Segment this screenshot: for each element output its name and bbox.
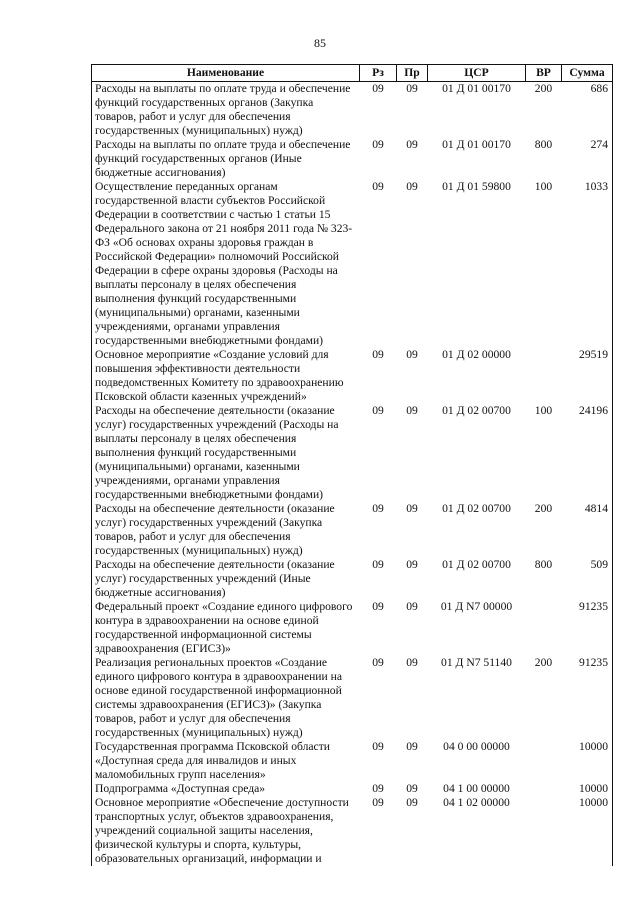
row-rz: 09 xyxy=(372,348,384,361)
table-row xyxy=(92,796,613,866)
row-rz: 09 xyxy=(372,82,384,95)
row-rz: 09 xyxy=(372,740,384,753)
table-row xyxy=(92,138,613,180)
row-sum: 24196 xyxy=(562,404,613,502)
row-csr: 01 Д 02 00000 xyxy=(442,348,511,361)
row-name: Осуществление переданных органам государственной власти субъектов Российской Федерации в соответствии с частью 1 статьи 15 Федерального закона от 21 ноября 2011 года № 323-ФЗ «Об основах охраны здоровья граждан в Российской Федерации» полномочий Российской Федерации в сфере охраны здоровья (Расходы на выплаты персоналу в целях обеспечения выполнения функций государственными (муниципальными) органами, казенными учреждениями, органами управления государственными внебюджетными фондами) xyxy=(92,180,360,348)
page-number: 85 xyxy=(314,36,326,50)
row-rz: 09 xyxy=(372,656,384,669)
row-vr xyxy=(526,782,562,796)
row-name: Федеральный проект «Создание единого цифрового контура в здравоохранении на основе единой государственной информационной системы здравоохранения (ЕГИСЗ)» xyxy=(92,600,360,656)
budget-table xyxy=(91,64,613,866)
row-sum: 10000 xyxy=(562,740,613,782)
row-pr: 09 xyxy=(406,404,418,417)
row-sum: 91235 xyxy=(562,600,613,656)
header-csr: ЦСР xyxy=(428,65,526,82)
table-body xyxy=(92,82,613,867)
header-rz: Рз xyxy=(360,65,397,82)
table-row xyxy=(92,502,613,558)
row-pr: 09 xyxy=(406,82,418,95)
row-vr xyxy=(526,796,562,866)
row-sum: 10000 xyxy=(562,796,613,866)
row-csr: 01 Д N7 00000 xyxy=(440,600,513,613)
row-vr: 800 xyxy=(534,138,553,151)
row-name: Расходы на выплаты по оплате труда и обеспечение функций государственных органов (Закупка товаров, работ и услуг для обеспечения государственных (муниципальных) нужд) xyxy=(92,82,360,139)
row-sum: 1033 xyxy=(562,180,613,348)
row-vr: 200 xyxy=(534,656,553,669)
row-name: Основное мероприятие «Создание условий для повышения эффективности деятельности подведомственных Комитету по здравоохранению Псковской области казенных учреждений» xyxy=(92,348,360,404)
row-rz: 09 xyxy=(372,404,384,417)
row-rz: 09 xyxy=(372,558,384,571)
row-csr: 04 1 00 00000 xyxy=(443,782,510,795)
row-name: Основное мероприятие «Обеспечение доступности транспортных услуг, объектов здравоохранения, учреждений социальной защиты населения, физической культуры и спорта, культуры, образовательных организаций, информации и xyxy=(92,796,360,866)
table-row xyxy=(92,782,613,796)
table-row xyxy=(92,404,613,502)
row-name: Подпрограмма «Доступная среда» xyxy=(92,782,360,796)
row-vr: 800 xyxy=(534,558,553,571)
row-pr: 09 xyxy=(406,782,418,795)
row-rz: 09 xyxy=(372,600,384,613)
row-sum: 274 xyxy=(562,138,613,180)
row-vr: 200 xyxy=(534,82,553,95)
table-row xyxy=(92,180,613,348)
row-sum: 91235 xyxy=(562,656,613,740)
row-pr: 09 xyxy=(406,348,418,361)
row-rz: 09 xyxy=(372,796,384,809)
row-csr: 01 Д 02 00700 xyxy=(442,558,511,571)
row-pr: 09 xyxy=(406,502,418,515)
row-rz: 09 xyxy=(372,502,384,515)
row-pr: 09 xyxy=(406,180,418,193)
row-vr xyxy=(526,348,562,404)
row-name: Государственная программа Псковской области «Доступная среда для инвалидов и иных маломобильных групп населения» xyxy=(92,740,360,782)
table-row xyxy=(92,82,613,139)
table-row xyxy=(92,740,613,782)
row-sum: 4814 xyxy=(562,502,613,558)
row-csr: 01 Д 02 00700 xyxy=(442,404,511,417)
row-pr: 09 xyxy=(406,138,418,151)
row-vr: 200 xyxy=(534,502,553,515)
table-row xyxy=(92,600,613,656)
row-sum: 29519 xyxy=(562,348,613,404)
row-sum: 509 xyxy=(562,558,613,600)
row-pr: 09 xyxy=(406,740,418,753)
row-vr xyxy=(526,740,562,782)
header-sum: Сумма xyxy=(562,65,613,82)
table-row xyxy=(92,656,613,740)
row-name: Расходы на обеспечение деятельности (оказание услуг) государственных учреждений (Иные бюджетные ассигнования) xyxy=(92,558,360,600)
row-pr: 09 xyxy=(406,558,418,571)
row-csr: 01 Д 02 00700 xyxy=(442,502,511,515)
row-name: Расходы на обеспечение деятельности (оказание услуг) государственных учреждений (Расходы на выплаты персоналу в целях обеспечения выполнения функций государственными (муниципальными) органами, казенными учреждениями, органами управления государственными внебюджетными фондами) xyxy=(92,404,360,502)
row-csr: 01 Д 01 00170 xyxy=(442,82,511,95)
row-pr: 09 xyxy=(406,656,418,669)
row-sum: 10000 xyxy=(562,782,613,796)
table-header-row xyxy=(92,65,613,82)
row-csr: 04 0 00 00000 xyxy=(443,740,510,753)
header-name: Наименование xyxy=(92,65,360,82)
row-vr: 100 xyxy=(534,404,553,417)
row-pr: 09 xyxy=(406,600,418,613)
row-csr: 01 Д 01 59800 xyxy=(442,180,511,193)
row-csr: 01 Д N7 51140 xyxy=(441,656,512,669)
row-rz: 09 xyxy=(372,180,384,193)
row-rz: 09 xyxy=(372,782,384,795)
row-name: Расходы на выплаты по оплате труда и обеспечение функций государственных органов (Иные бюджетные ассигнования) xyxy=(92,138,360,180)
header-pr: Пр xyxy=(397,65,428,82)
row-pr: 09 xyxy=(406,796,418,809)
row-rz: 09 xyxy=(372,138,384,151)
row-csr: 01 Д 01 00170 xyxy=(442,138,511,151)
row-sum: 686 xyxy=(562,82,613,139)
row-name: Реализация региональных проектов «Создание единого цифрового контура в здравоохранении на основе единой государственной информационной системы здравоохранения (ЕГИСЗ)» (Закупка товаров, работ и услуг для обеспечения государственных (муниципальных) нужд) xyxy=(92,656,360,740)
table-row xyxy=(92,348,613,404)
header-vr: ВР xyxy=(526,65,562,82)
row-vr xyxy=(526,600,562,656)
row-name: Расходы на обеспечение деятельности (оказание услуг) государственных учреждений (Закупка товаров, работ и услуг для обеспечения государственных (муниципальных) нужд) xyxy=(92,502,360,558)
row-vr: 100 xyxy=(534,180,553,193)
row-csr: 04 1 02 00000 xyxy=(443,796,510,809)
table-row xyxy=(92,558,613,600)
